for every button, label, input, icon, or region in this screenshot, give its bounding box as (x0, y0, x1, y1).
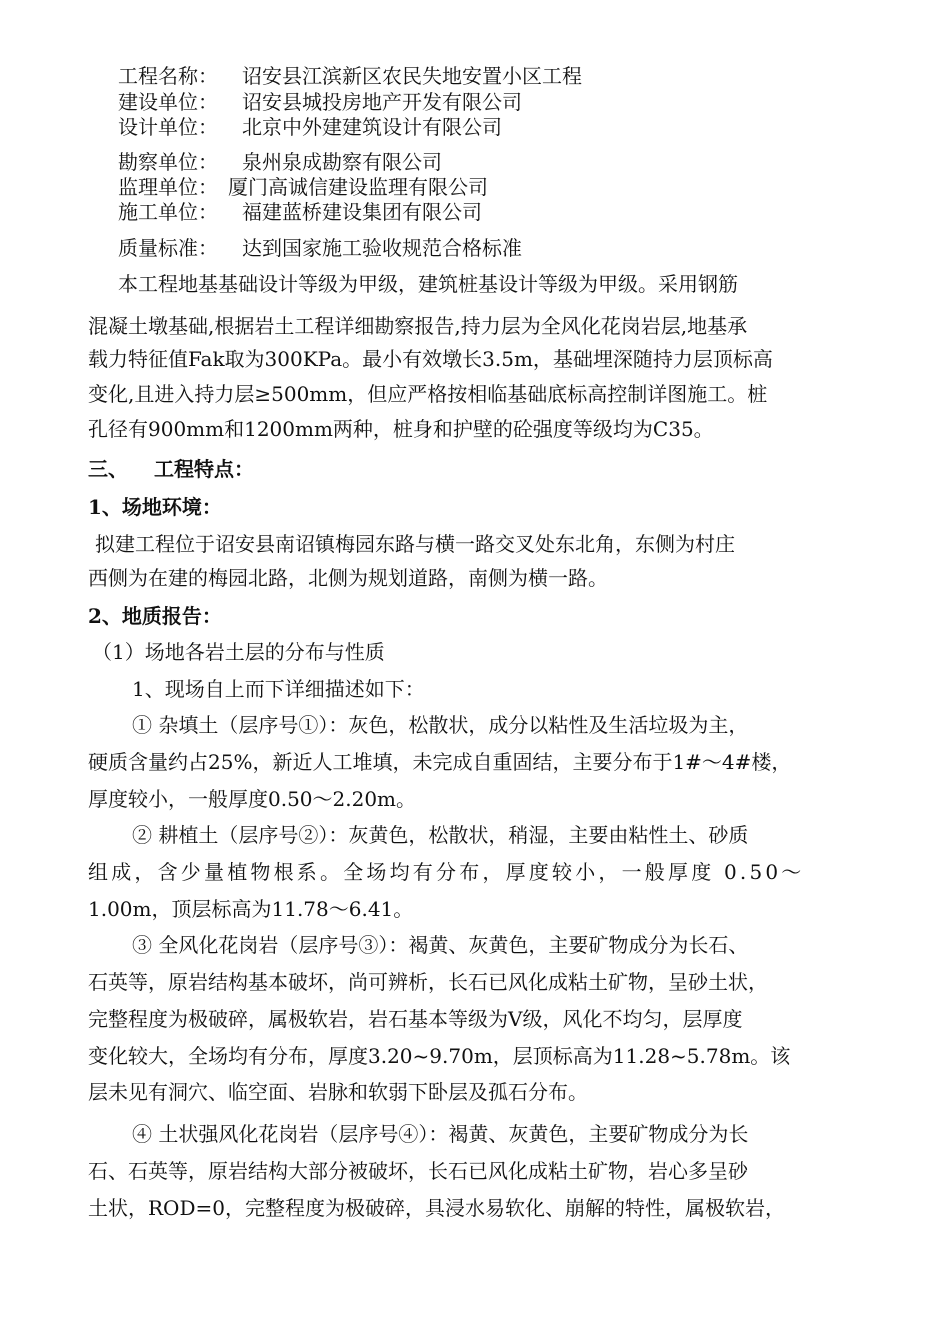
layer-line: 组成，含少量植物根系。全场均有分布，厚度较小，一般厚度 0.50～ (88, 860, 805, 884)
layer-line: 完整程度为极破碎，属极软岩，岩石基本等级为Ⅴ级，风化不均匀，层厚度 (88, 1007, 743, 1031)
info-row-supervisor (118, 175, 488, 199)
info-label: 质量标准： (118, 236, 218, 260)
intro-line: 载力特征值Fak取为300KPa。最小有效墩长3.5m，基础埋深随持力层顶标高 (88, 347, 773, 371)
layer-line: 1.00m，顶层标高为11.78～6.41。 (88, 897, 414, 921)
info-value: 泉州泉成勘察有限公司 (242, 150, 442, 174)
info-label: 监理单位： (118, 175, 218, 199)
info-value: 达到国家施工验收规范合格标准 (242, 236, 522, 260)
info-value: 北京中外建建筑设计有限公司 (242, 115, 502, 139)
layer-line: ③ 全风化花岗岩（层序号③）：褐黄、灰黄色，主要矿物成分为长石、 (132, 933, 749, 957)
section-title: 工程特点： (154, 457, 254, 481)
layer-line: 石、石英等，原岩结构大部分被破坏，长石已风化成粘土矿物，岩心多呈砂 (88, 1159, 748, 1183)
info-value: 诏安县城投房地产开发有限公司 (242, 90, 522, 114)
info-label: 设计单位： (118, 115, 218, 139)
layer-line: 变化较大，全场均有分布，厚度3.20~9.70m，层顶标高为11.28~5.78m。该 (88, 1044, 791, 1068)
intro-line: 混凝土墩基础,根据岩土工程详细勘察报告,持力层为全风化花岗岩层,地基承 (88, 314, 748, 338)
layer-line: 硬质含量约占25%，新近人工堆填，未完成自重固结，主要分布于1#～4#楼， (88, 750, 792, 774)
info-label: 施工单位： (118, 200, 218, 224)
info-label: 建设单位： (118, 90, 218, 114)
info-value: 福建蓝桥建设集团有限公司 (242, 200, 482, 224)
layer-line: 厚度较小，一般厚度0.50～2.20m。 (88, 787, 417, 811)
intro-line: 本工程地基基础设计等级为甲级，建筑桩基设计等级为甲级。采用钢筋 (118, 272, 738, 296)
geo-heading: 2、地质报告： (88, 604, 222, 628)
section-number: 三、 (88, 457, 128, 481)
site-line: 拟建工程位于诏安县南诏镇梅园东路与横一路交叉处东北角，东侧为村庄 (95, 532, 735, 556)
layer-line: ① 杂填土（层序号①）：灰色，松散状，成分以粘性及生活垃圾为主， (132, 713, 749, 737)
layer-line: ② 耕植土（层序号②）：灰黄色，松散状，稍湿，主要由粘性土、砂质 (132, 823, 749, 847)
info-row-contractor (118, 200, 482, 224)
layer-line: 层未见有洞穴、临空面、岩脉和软弱下卧层及孤石分布。 (88, 1080, 588, 1104)
info-value: 厦门高诚信建设监理有限公司 (228, 175, 488, 199)
info-row-project-name (118, 64, 582, 88)
site-heading: 1、场地环境： (88, 495, 222, 519)
layer-line: 土状，ROD=0，完整程度为极破碎，具浸水易软化、崩解的特性，属极软岩， (88, 1196, 785, 1220)
intro-line: 孔径有900mm和1200mm两种，桩身和护壁的砼强度等级均为C35。 (88, 417, 714, 441)
geo-subheading: （1）场地各岩土层的分布与性质 (92, 640, 385, 664)
info-row-surveyor (118, 150, 442, 174)
info-row-quality (118, 236, 522, 260)
layer-line: 石英等，原岩结构基本破坏，尚可辨析，长石已风化成粘土矿物，呈砂土状， (88, 970, 768, 994)
info-value: 诏安县江滨新区农民失地安置小区工程 (242, 64, 582, 88)
intro-line: 变化,且进入持力层≥500mm，但应严格按相临基础底标高控制详图施工。桩 (88, 382, 768, 406)
site-line: 西侧为在建的梅园北路，北侧为规划道路，南侧为横一路。 (88, 566, 608, 590)
geo-subheading: 1、现场自上而下详细描述如下： (132, 677, 425, 701)
info-label: 勘察单位： (118, 150, 218, 174)
info-label: 工程名称： (118, 64, 218, 88)
info-row-builder (118, 90, 522, 114)
info-row-designer (118, 115, 502, 139)
layer-line: ④ 土状强风化花岗岩（层序号④）：褐黄、灰黄色，主要矿物成分为长 (132, 1122, 749, 1146)
section-heading (88, 457, 254, 481)
